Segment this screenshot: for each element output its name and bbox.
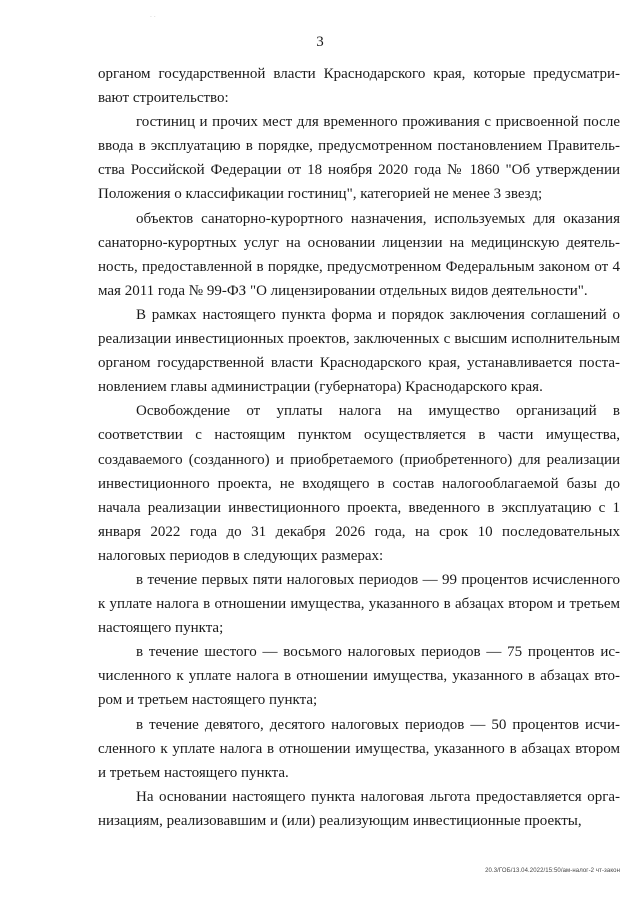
paragraph-1: органом государственной власти Краснодарского края, которые предусматривают строительство: bbox=[98, 66, 620, 107]
paragraph-4: В рамках настоящего пункта форма и порядок заключения соглашений о реализации инвестиционных проектов, заключенных с высшим исполнительным органом государственной власти Краснодарского края, устанавливается постановлением главы администрации (губернатора) Краснодарского края. bbox=[98, 306, 620, 396]
paragraph-7: в течение шестого — восьмого налоговых периодов — 75 процентов исчисленного к уплате налога в отношении имущества, указанного в абзацах втором и третьем настоящего пункта; bbox=[98, 644, 620, 709]
paragraph-9: На основании настоящего пункта налоговая льгота предоставляется организациям, реализовавшим и (или) реализующим инвестиционные проекты, bbox=[98, 788, 620, 829]
paragraph-5: Освобождение от уплаты налога на имущество организаций в соответствии с настоящим пунктом осуществляется в части имущества, создаваемого (созданного) и приобретаемого (приобретенного) для реализации инвестиционного проекта, не входящего в состав налогооблагаемой базы до начала реализации инвестиционного проекта, введенного в эксплуатацию с 1 января 2022 года до 31 декабря 2026 года, на срок 10 последовательных налоговых периодов в следующих размерах: bbox=[98, 403, 620, 564]
document-footer-code: 20.3/ГОБ/13.04.2022/15:50/ам-налог-2 чт-закон bbox=[485, 868, 620, 874]
paragraph-6: в течение первых пяти налоговых периодов — 99 процентов исчисленного к уплате налога в отношении имущества, указанного в абзацах втором и третьем настоящего пункта; bbox=[98, 571, 620, 637]
paragraph-3: объектов санаторно-курортного назначения, используемых для оказания санаторно-курортных услуг на основании лицензии на медицинскую деятельность, предоставленной в порядке, предусмотренном Федеральным законом от 4 мая 2011 года № 99-ФЗ "О лицензировании отдельных видов деятельности". bbox=[98, 210, 620, 299]
page-number: 3 bbox=[316, 34, 324, 50]
paragraph-8: в течение девятого, десятого налоговых периодов — 50 процентов исчисленного к уплате налога в отношении имущества, указанного в абзацах втором и третьем настоящего пункта. bbox=[98, 716, 620, 781]
paragraph-2: гостиниц и прочих мест для временного проживания с присвоенной после ввода в эксплуатацию в порядке, предусмотренном постановлением Правительства Российской Федерации от 18 ноября 2020 года № 1860 "Об утверждении Положения о классификации гостиниц", категорией не менее 3 звезд; bbox=[98, 114, 620, 203]
document-body bbox=[98, 62, 620, 833]
scan-artifact: · · bbox=[150, 14, 156, 21]
